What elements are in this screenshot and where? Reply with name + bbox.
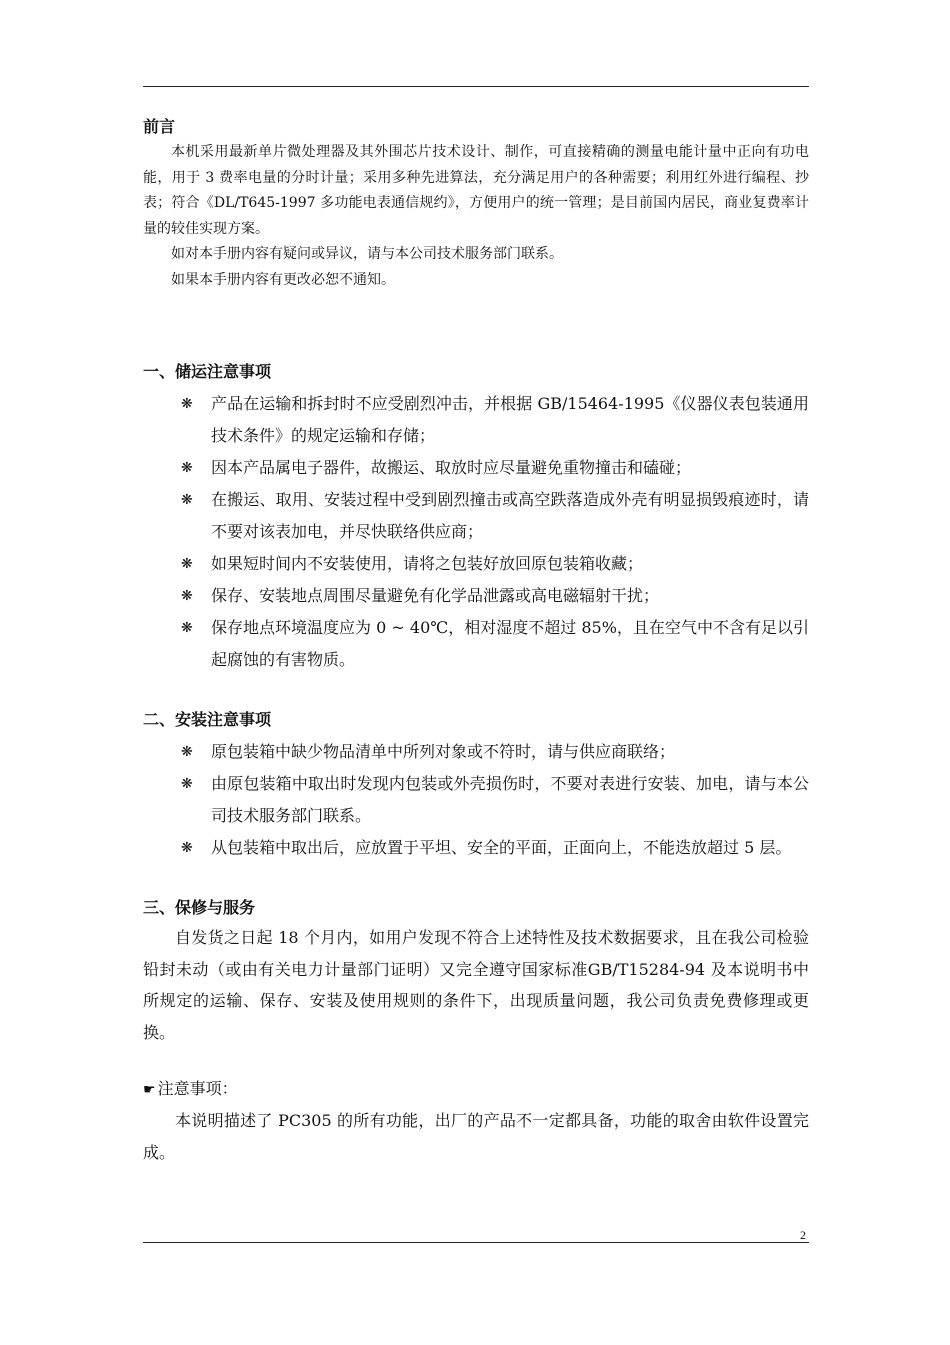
note-heading	[143, 1074, 809, 1105]
storage-list	[143, 388, 809, 676]
list-item: ❋ 产品在运输和拆封时不应受剧烈冲击，并根据 GB/15464-1995《仪器仪表包装通用技术条件》的规定运输和存储；	[143, 388, 809, 452]
header-rule	[143, 86, 809, 87]
list-item: ❋ 由原包装箱中取出时发现内包装或外壳损伤时，不要对表进行安装、加电，请与本公司技术服务部门联系。	[143, 768, 809, 832]
bullet-icon: ❋	[181, 396, 193, 412]
preface-paragraph: 如对本手册内容有疑问或异议，请与本公司技术服务部门联系。	[171, 246, 563, 262]
footer-rule	[143, 1242, 809, 1243]
storage-section	[143, 358, 809, 676]
preface-text	[143, 140, 809, 293]
list-item: ❋ 保存、安装地点周围尽量避免有化学品泄露或高电磁辐射干扰；	[143, 580, 809, 612]
storage-section-title: 一、储运注意事项	[143, 362, 272, 381]
bullet-icon: ❋	[181, 492, 193, 508]
pointing-hand-icon: ☛	[143, 1082, 156, 1098]
bullet-icon: ❋	[181, 840, 193, 856]
note-paragraph: 本说明描述了 PC305 的所有功能，出厂的产品不一定都具备，功能的取舍由软件设置完成。	[143, 1111, 809, 1162]
installation-section	[143, 706, 809, 864]
note-title: 注意事项：	[157, 1079, 238, 1098]
preface-paragraph: 本机采用最新单片微处理器及其外围芯片技术设计、制作，可直接精确的测量电能计量中正向有功电能，用于 3 费率电量的分时计量；采用多种先进算法，充分满足用户的各种需要；利用红外进行编程、抄表；符合《DL/T645-1997 多功能电表通信规约》，方便用户的统一管理；是目前国内居民，商业复费率计量的较佳实现方案。	[143, 144, 809, 237]
bullet-icon: ❋	[181, 556, 193, 572]
bullet-icon: ❋	[181, 776, 193, 792]
document-body	[143, 114, 809, 1168]
list-item: ❋ 保存地点环境温度应为 0 ~ 40℃，相对湿度不超过 85%，且在空气中不含有足以引起腐蚀的有害物质。	[143, 612, 809, 676]
warranty-paragraph: 自发货之日起 18 个月内，如用户发现不符合上述特性及技术数据要求，且在我公司检验铅封未动（或由有关电力计量部门证明）又完全遵守国家标准GB/T15284-94 及本说明书中所规定的运输、保存、安装及使用规则的条件下，出现质量问题，我公司负责免费修理或更换。	[143, 928, 809, 1042]
installation-list	[143, 736, 809, 864]
bullet-icon: ❋	[181, 460, 193, 476]
note-section	[143, 1074, 809, 1168]
preface-paragraph: 如果本手册内容有更改必恕不通知。	[171, 271, 395, 288]
warranty-section	[143, 894, 809, 1048]
preface-title: 前言	[143, 117, 176, 136]
list-item: ❋ 因本产品属电子器件，故搬运、取放时应尽量避免重物撞击和磕碰；	[143, 452, 809, 484]
list-item: ❋ 从包装箱中取出后，应放置于平坦、安全的平面，正面向上，不能迭放超过 5 层。	[143, 832, 809, 864]
preface-section	[143, 114, 809, 293]
warranty-section-title: 三、保修与服务	[143, 898, 256, 917]
list-item: ❋ 原包装箱中缺少物品清单中所列对象或不符时，请与供应商联络；	[143, 736, 809, 768]
bullet-icon: ❋	[181, 588, 193, 604]
installation-section-title: 二、安装注意事项	[143, 710, 272, 729]
bullet-icon: ❋	[181, 744, 193, 760]
list-item: ❋ 在搬运、取用、安装过程中受到剧烈撞击或高空跌落造成外壳有明显损毁痕迹时，请不要对该表加电，并尽快联络供应商；	[143, 484, 809, 548]
list-item: ❋ 如果短时间内不安装使用，请将之包装好放回原包装箱收藏；	[143, 548, 809, 580]
bullet-icon: ❋	[181, 620, 193, 636]
page-number: 2	[800, 1228, 806, 1242]
